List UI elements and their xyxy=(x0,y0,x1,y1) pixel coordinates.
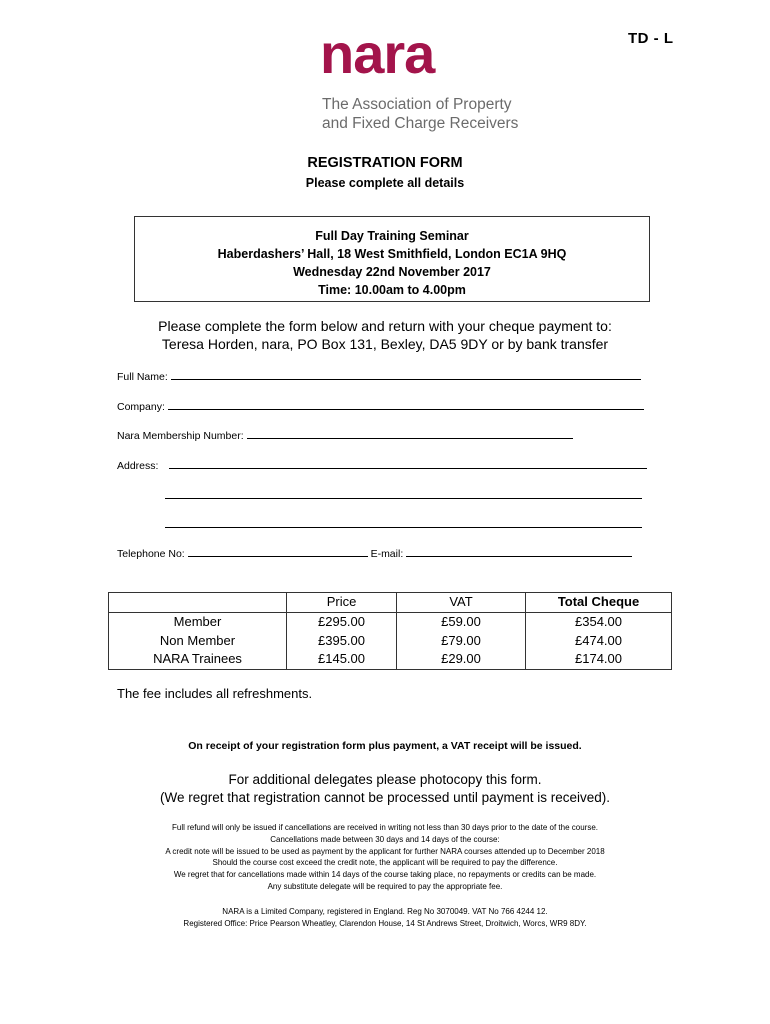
refund-line-5: We regret that for cancellations made within 14 days of the course taking place, no repayments or credits can be made. xyxy=(173,870,597,880)
price-non-member: £395.00 xyxy=(318,632,365,648)
total-non-member: £474.00 xyxy=(575,632,622,648)
address-label: Address: xyxy=(117,460,159,472)
refund-line-2: Cancellations made between 30 days and 14 days of the course: xyxy=(270,834,500,844)
membership-number-label: Nara Membership Number: xyxy=(117,430,244,442)
refund-line-3: A credit note will be issued to be used as payment by the applicant for further NARA courses attended up to December 2018 xyxy=(165,846,605,856)
contact-field[interactable] xyxy=(117,545,632,560)
price-member: £295.00 xyxy=(318,614,365,629)
fees-header-row xyxy=(109,593,672,613)
price-column xyxy=(287,613,397,670)
membership-number-line[interactable] xyxy=(247,427,573,439)
company-line[interactable] xyxy=(168,398,644,410)
additional-delegates-note: For additional delegates please photocopy this form. xyxy=(228,772,542,787)
seminar-date: Wednesday 22nd November 2017 xyxy=(293,265,491,279)
company-field[interactable] xyxy=(117,398,644,413)
form-subtitle: Please complete all details xyxy=(305,176,465,190)
total-column xyxy=(526,613,672,670)
logo-tagline-line1: The Association of Property xyxy=(322,96,512,113)
document-code: TD - L xyxy=(628,30,674,47)
refund-line-4: Should the course cost exceed the credit note, the applicant will be required to pay the difference. xyxy=(212,858,558,868)
address-field[interactable] xyxy=(117,457,647,472)
payment-required-note: (We regret that registration cannot be processed until payment is received). xyxy=(160,790,610,805)
fees-body-row xyxy=(109,613,672,670)
telephone-line[interactable] xyxy=(188,545,368,557)
refund-policy xyxy=(0,822,770,893)
telephone-label: Telephone No: xyxy=(117,548,185,560)
full-name-label: Full Name: xyxy=(117,371,168,383)
email-label: E-mail: xyxy=(370,548,404,560)
category-non-member: Non Member xyxy=(159,632,236,648)
fees-table xyxy=(108,592,672,670)
vat-receipt-note: On receipt of your registration form plus payment, a VAT receipt will be issued. xyxy=(188,740,582,752)
category-member: Member xyxy=(173,614,222,629)
registered-office: Registered Office: Price Pearson Wheatley, Clarendon House, 14 St Andrews Street, Droitwich, Worcs, WR9 8DY. xyxy=(183,918,587,928)
company-label: Company: xyxy=(117,401,165,413)
return-instructions-line2: Teresa Horden, nara, PO Box 131, Bexley, DA5 9DY or by bank transfer xyxy=(161,336,609,352)
seminar-venue: Haberdashers’ Hall, 18 West Smithfield, London EC1A 9HQ xyxy=(217,247,567,261)
membership-number-field[interactable] xyxy=(117,427,573,442)
vat-column xyxy=(397,613,526,670)
header-empty xyxy=(109,593,287,613)
address-line-2[interactable] xyxy=(165,498,642,499)
address-line-1[interactable] xyxy=(169,457,647,469)
category-column xyxy=(109,613,287,670)
return-instructions-line1: Please complete the form below and return with your cheque payment to: xyxy=(158,318,612,334)
vat-non-member: £79.00 xyxy=(441,632,481,648)
vat-trainees: £29.00 xyxy=(441,651,481,666)
company-registration: NARA is a Limited Company, registered in England. Reg No 3070049. VAT No 766 4244 12. xyxy=(222,907,548,916)
vat-member: £59.00 xyxy=(441,614,481,629)
fee-includes-note: The fee includes all refreshments. xyxy=(117,686,313,701)
company-info xyxy=(0,906,770,930)
seminar-details-box xyxy=(134,216,650,302)
email-line[interactable] xyxy=(406,545,632,557)
header-price: Price xyxy=(287,593,397,613)
refund-line-6: Any substitute delegate will be required to pay the appropriate fee. xyxy=(267,881,503,891)
address-line-3[interactable] xyxy=(165,527,642,528)
total-trainees: £174.00 xyxy=(575,651,622,666)
header-vat: VAT xyxy=(397,593,526,613)
price-trainees: £145.00 xyxy=(318,651,365,666)
seminar-time: Time: 10.00am to 4.00pm xyxy=(318,283,466,297)
nara-logo: nara xyxy=(320,22,435,85)
form-title: REGISTRATION FORM xyxy=(307,155,463,171)
full-name-field[interactable] xyxy=(117,368,641,383)
header-total: Total Cheque xyxy=(526,593,672,613)
logo-tagline-line2: and Fixed Charge Receivers xyxy=(322,115,519,132)
refund-line-1: Full refund will only be issued if cancellations are received in writing not less than 30 days prior to the date of the course. xyxy=(171,823,598,832)
total-member: £354.00 xyxy=(575,614,622,629)
category-trainees: NARA Trainees xyxy=(153,651,242,666)
full-name-line[interactable] xyxy=(171,368,641,380)
seminar-title: Full Day Training Seminar xyxy=(315,229,469,243)
